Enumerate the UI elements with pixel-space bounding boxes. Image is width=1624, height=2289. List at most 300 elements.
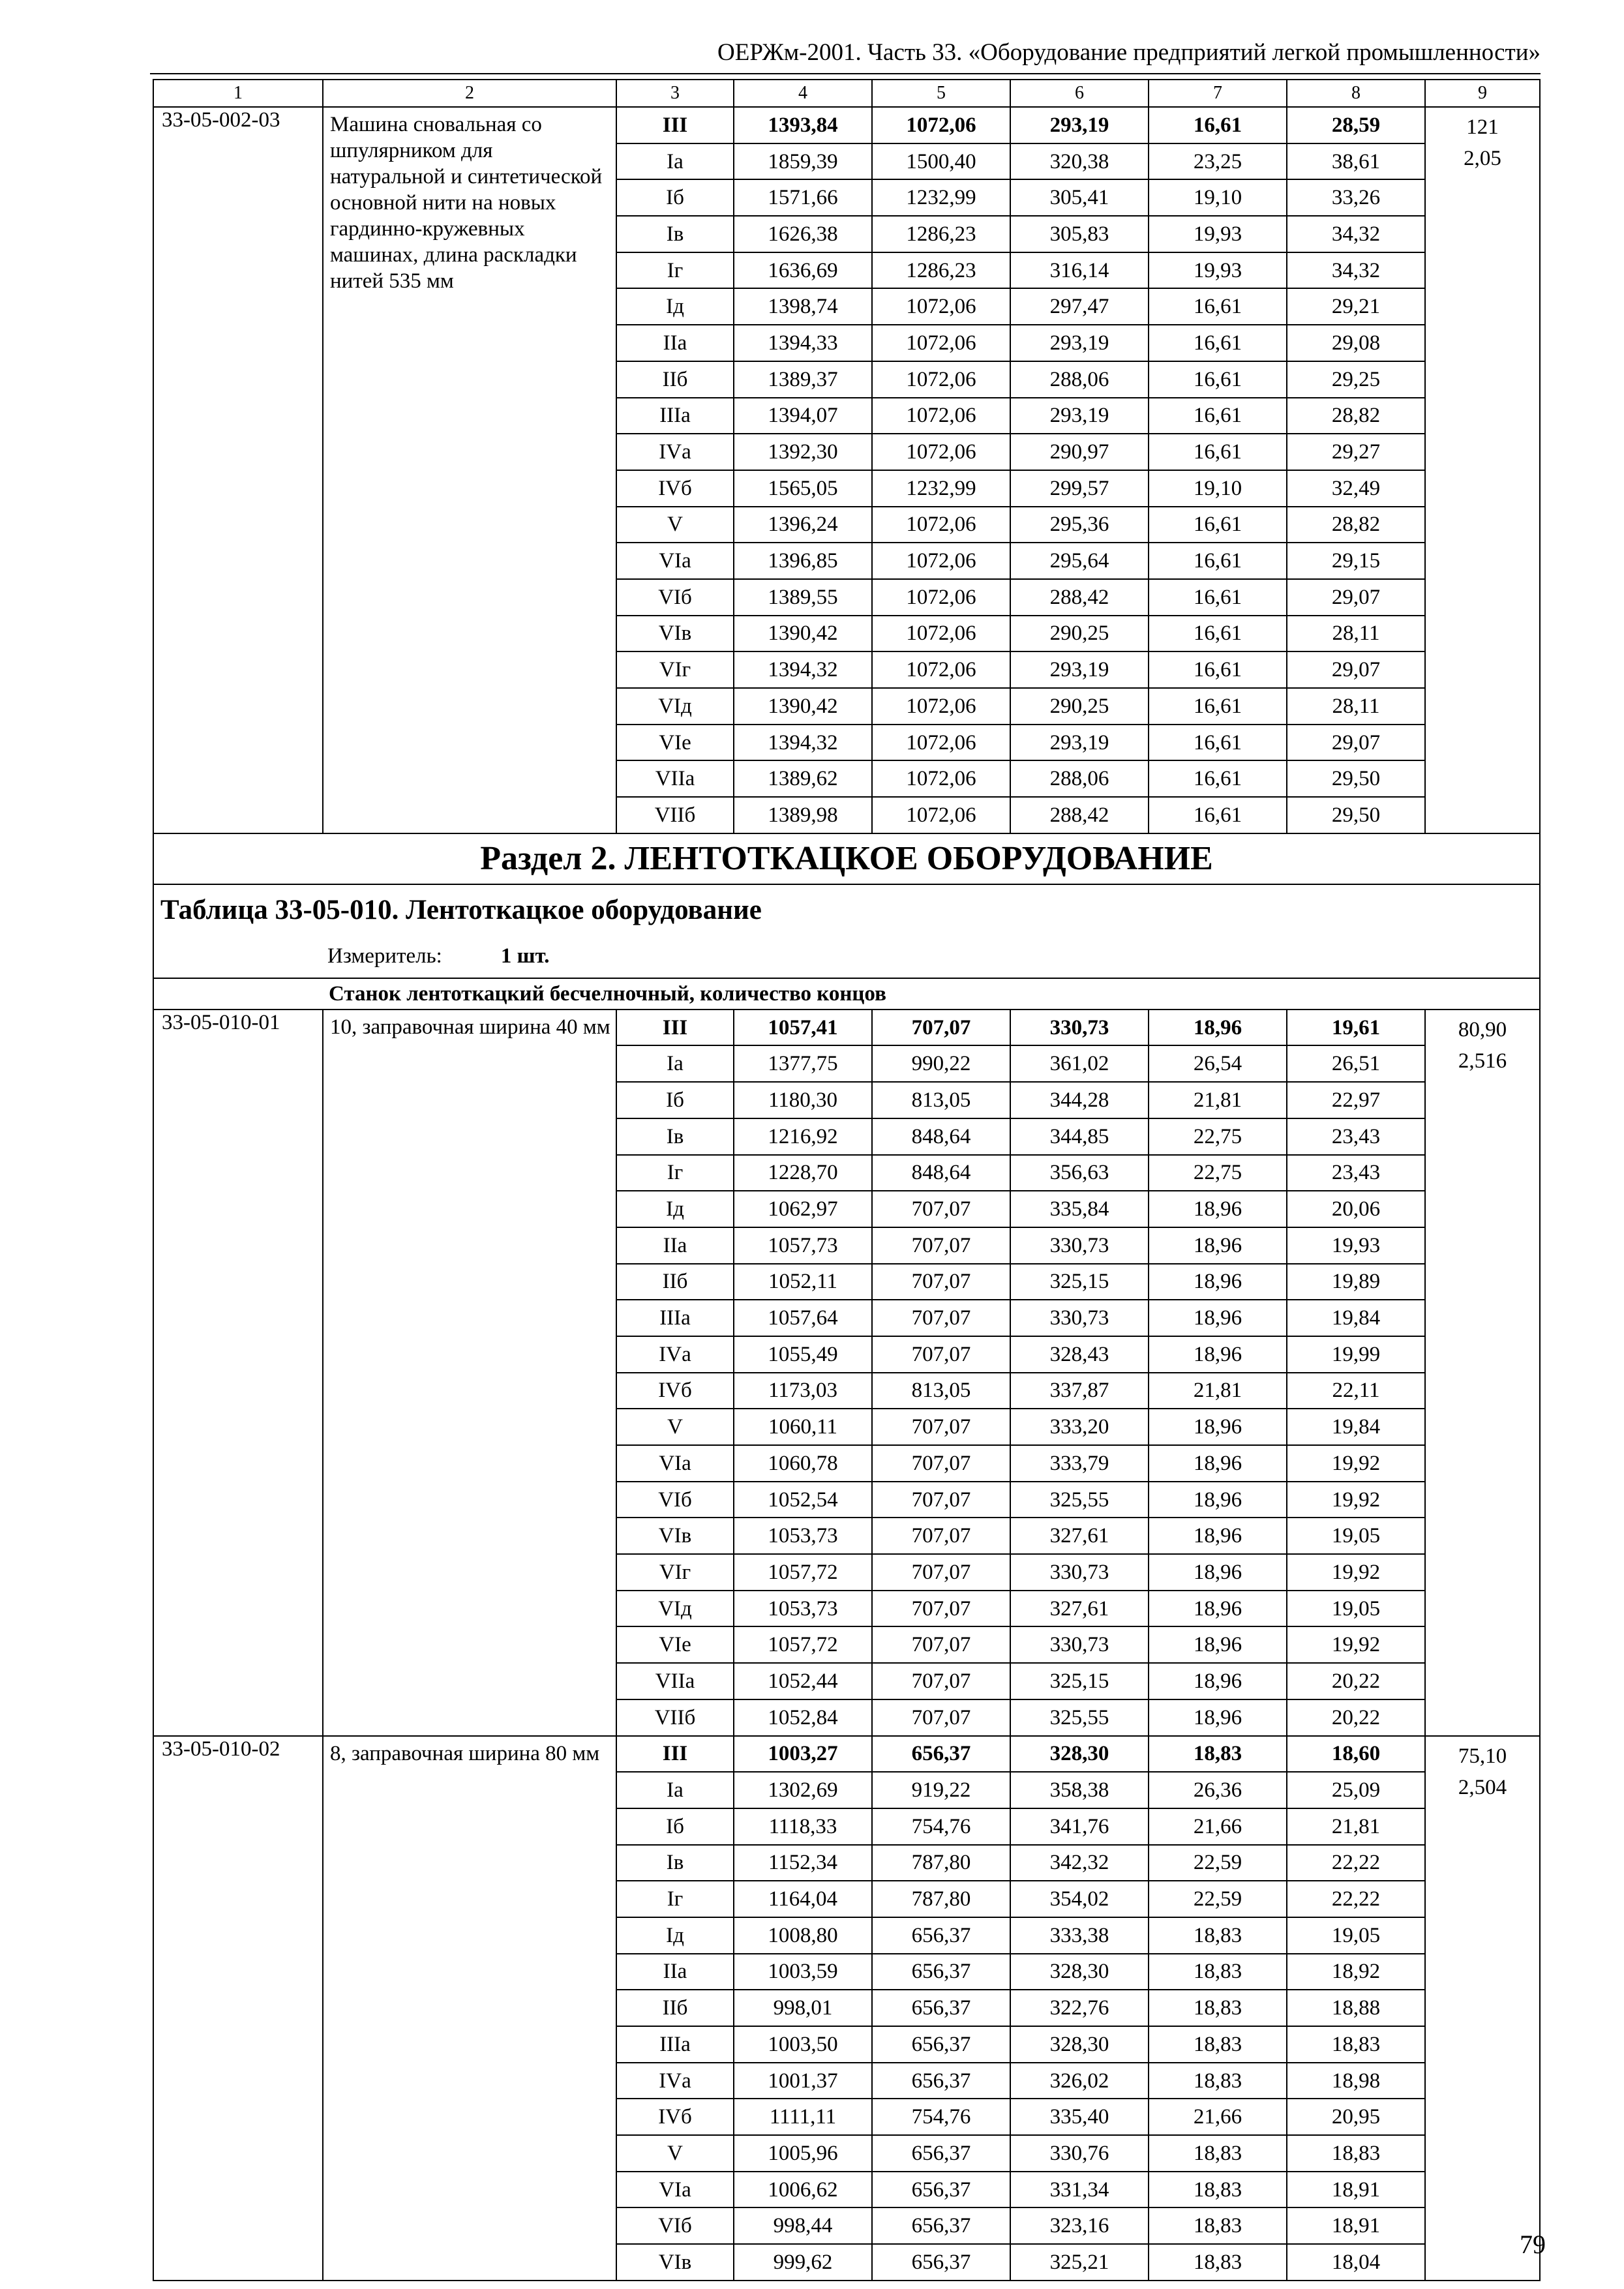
zone-cell: IVа — [616, 1336, 734, 1373]
value-cell: 21,81 — [1287, 1808, 1425, 1845]
col9-value: 2,05 — [1464, 147, 1501, 170]
value-cell: 19,92 — [1287, 1482, 1425, 1518]
value-cell: 29,25 — [1287, 361, 1425, 398]
value-cell: 1072,06 — [872, 361, 1010, 398]
value-cell: 333,79 — [1010, 1445, 1149, 1482]
col9-value: 80,90 — [1458, 1017, 1507, 1041]
value-cell: 1057,41 — [734, 1010, 872, 1046]
value-cell: 26,36 — [1149, 1772, 1287, 1808]
value-cell: 28,11 — [1287, 616, 1425, 652]
zone-cell: Iа — [616, 1045, 734, 1082]
value-cell: 18,83 — [1149, 2207, 1287, 2244]
value-cell: 1053,73 — [734, 1518, 872, 1554]
value-cell: 327,61 — [1010, 1518, 1149, 1554]
value-cell: 707,07 — [872, 1227, 1010, 1264]
value-cell: 813,05 — [872, 1373, 1010, 1409]
value-cell: 1052,44 — [734, 1663, 872, 1699]
value-cell: 18,83 — [1149, 2026, 1287, 2063]
value-cell: 18,96 — [1149, 1264, 1287, 1300]
value-cell: 1286,23 — [872, 252, 1010, 289]
value-cell: 656,37 — [872, 2207, 1010, 2244]
value-cell: 330,73 — [1010, 1010, 1149, 1046]
value-cell: 707,07 — [872, 1336, 1010, 1373]
value-cell: 656,37 — [872, 1990, 1010, 2026]
value-cell: 330,73 — [1010, 1626, 1149, 1663]
value-cell: 327,61 — [1010, 1591, 1149, 1627]
value-cell: 22,22 — [1287, 1881, 1425, 1917]
row-code: 33-05-002-03 — [153, 107, 323, 833]
value-cell: 1072,06 — [872, 651, 1010, 688]
value-cell: 1072,06 — [872, 688, 1010, 725]
value-cell: 656,37 — [872, 1736, 1010, 1773]
value-cell: 16,61 — [1149, 543, 1287, 579]
value-cell: 18,96 — [1149, 1554, 1287, 1591]
value-cell: 320,38 — [1010, 143, 1149, 180]
value-cell: 1394,07 — [734, 398, 872, 434]
value-cell: 1118,33 — [734, 1808, 872, 1845]
zone-cell: Iд — [616, 1917, 734, 1954]
value-cell: 1072,06 — [872, 507, 1010, 543]
value-cell: 330,73 — [1010, 1227, 1149, 1264]
value-cell: 18,98 — [1287, 2063, 1425, 2099]
value-cell: 331,34 — [1010, 2172, 1149, 2208]
zone-cell: VIIа — [616, 760, 734, 797]
value-cell: 29,07 — [1287, 725, 1425, 761]
value-cell: 295,64 — [1010, 543, 1149, 579]
column-number-cell: 8 — [1287, 80, 1425, 107]
zone-cell: VIб — [616, 2207, 734, 2244]
value-cell: 1008,80 — [734, 1917, 872, 1954]
zone-cell: V — [616, 2135, 734, 2172]
value-cell: 323,16 — [1010, 2207, 1149, 2244]
value-cell: 325,55 — [1010, 1699, 1149, 1736]
zone-cell: IIIа — [616, 1300, 734, 1336]
value-cell: 19,92 — [1287, 1445, 1425, 1482]
value-cell: 335,84 — [1010, 1191, 1149, 1227]
value-cell: 29,21 — [1287, 288, 1425, 325]
value-cell: 1228,70 — [734, 1155, 872, 1191]
value-cell: 28,59 — [1287, 107, 1425, 143]
value-cell: 333,38 — [1010, 1917, 1149, 1954]
zone-cell: Iв — [616, 1118, 734, 1155]
value-cell: 22,59 — [1149, 1845, 1287, 1881]
zone-cell: Iв — [616, 1845, 734, 1881]
zone-cell: IIа — [616, 1954, 734, 1990]
zone-cell: VIв — [616, 2244, 734, 2281]
value-cell: 316,14 — [1010, 252, 1149, 289]
value-cell: 707,07 — [872, 1663, 1010, 1699]
value-cell: 656,37 — [872, 1954, 1010, 1990]
row-code: 33-05-010-02 — [153, 1736, 323, 2281]
value-cell: 1396,85 — [734, 543, 872, 579]
value-cell: 18,96 — [1149, 1300, 1287, 1336]
zone-cell: VIв — [616, 616, 734, 652]
value-cell: 337,87 — [1010, 1373, 1149, 1409]
table-row — [153, 1010, 1540, 1046]
value-cell: 344,85 — [1010, 1118, 1149, 1155]
value-cell: 18,96 — [1149, 1191, 1287, 1227]
norms-table — [153, 79, 1541, 2281]
zone-cell: IIб — [616, 361, 734, 398]
zone-cell: III — [616, 1010, 734, 1046]
col9-values — [1425, 1010, 1540, 1736]
zone-cell: Iв — [616, 216, 734, 252]
value-cell: 22,75 — [1149, 1118, 1287, 1155]
value-cell: 18,83 — [1149, 1917, 1287, 1954]
value-cell: 813,05 — [872, 1082, 1010, 1118]
zone-cell: IVб — [616, 1373, 734, 1409]
value-cell: 354,02 — [1010, 1881, 1149, 1917]
value-cell: 1055,49 — [734, 1336, 872, 1373]
value-cell: 25,09 — [1287, 1772, 1425, 1808]
value-cell: 1173,03 — [734, 1373, 872, 1409]
value-cell: 18,83 — [1149, 1954, 1287, 1990]
column-number-row — [153, 80, 1540, 107]
value-cell: 1389,37 — [734, 361, 872, 398]
value-cell: 1232,99 — [872, 470, 1010, 507]
value-cell: 18,96 — [1149, 1010, 1287, 1046]
value-cell: 1072,06 — [872, 725, 1010, 761]
value-cell: 656,37 — [872, 1917, 1010, 1954]
value-cell: 23,43 — [1287, 1118, 1425, 1155]
zone-cell: Iд — [616, 1191, 734, 1227]
value-cell: 1057,72 — [734, 1626, 872, 1663]
value-cell: 322,76 — [1010, 1990, 1149, 2026]
zone-cell: Iд — [616, 288, 734, 325]
value-cell: 707,07 — [872, 1010, 1010, 1046]
table-row — [153, 1736, 1540, 1773]
zone-cell: Iг — [616, 1881, 734, 1917]
value-cell: 326,02 — [1010, 2063, 1149, 2099]
row-description: 8, заправочная ширина 80 мм — [323, 1736, 616, 2281]
value-cell: 22,97 — [1287, 1082, 1425, 1118]
value-cell: 990,22 — [872, 1045, 1010, 1082]
header-rule — [150, 73, 1541, 74]
zone-cell: V — [616, 507, 734, 543]
value-cell: 16,61 — [1149, 797, 1287, 833]
value-cell: 16,61 — [1149, 725, 1287, 761]
subheading-row — [153, 978, 1540, 1010]
value-cell: 1072,06 — [872, 616, 1010, 652]
value-cell: 1003,50 — [734, 2026, 872, 2063]
value-cell: 18,83 — [1149, 1990, 1287, 2026]
value-cell: 1072,06 — [872, 760, 1010, 797]
table-title-row — [153, 884, 1540, 978]
value-cell: 656,37 — [872, 2063, 1010, 2099]
value-cell: 18,83 — [1149, 2063, 1287, 2099]
value-cell: 26,51 — [1287, 1045, 1425, 1082]
row-description: Машина сновальная со шпулярником для натуральной и синтетической основной нити на новых гардинно-кружевных машинах, длина раскладки нитей 535 мм — [323, 107, 616, 833]
value-cell: 1393,84 — [734, 107, 872, 143]
measure-line — [160, 940, 1533, 972]
zone-cell: IIа — [616, 325, 734, 361]
page-number: 79 — [1520, 2230, 1546, 2259]
value-cell: 1072,06 — [872, 434, 1010, 470]
zone-cell: Iб — [616, 179, 734, 216]
section-row — [153, 833, 1540, 884]
value-cell: 18,83 — [1149, 2244, 1287, 2281]
value-cell: 18,88 — [1287, 1990, 1425, 2026]
value-cell: 325,55 — [1010, 1482, 1149, 1518]
col9-values — [1425, 107, 1540, 833]
value-cell: 16,61 — [1149, 507, 1287, 543]
column-number-cell: 4 — [734, 80, 872, 107]
value-cell: 342,32 — [1010, 1845, 1149, 1881]
value-cell: 16,61 — [1149, 579, 1287, 616]
value-cell: 1396,24 — [734, 507, 872, 543]
value-cell: 19,92 — [1287, 1626, 1425, 1663]
value-cell: 18,96 — [1149, 1699, 1287, 1736]
value-cell: 23,25 — [1149, 143, 1287, 180]
zone-cell: IVб — [616, 2099, 734, 2135]
value-cell: 1072,06 — [872, 543, 1010, 579]
col9-value: 75,10 — [1458, 1744, 1507, 1768]
zone-cell: III — [616, 107, 734, 143]
table-title: Таблица 33-05-010. Лентоткацкое оборудование — [160, 894, 762, 925]
value-cell: 20,95 — [1287, 2099, 1425, 2135]
value-cell: 1152,34 — [734, 1845, 872, 1881]
value-cell: 19,93 — [1149, 216, 1287, 252]
value-cell: 29,50 — [1287, 797, 1425, 833]
value-cell: 1057,64 — [734, 1300, 872, 1336]
value-cell: 293,19 — [1010, 325, 1149, 361]
value-cell: 998,44 — [734, 2207, 872, 2244]
value-cell: 328,30 — [1010, 1954, 1149, 1990]
value-cell: 19,89 — [1287, 1264, 1425, 1300]
value-cell: 1072,06 — [872, 579, 1010, 616]
value-cell: 1060,11 — [734, 1409, 872, 1445]
value-cell: 16,61 — [1149, 288, 1287, 325]
value-cell: 656,37 — [872, 2135, 1010, 2172]
value-cell: 998,01 — [734, 1990, 872, 2026]
value-cell: 1072,06 — [872, 325, 1010, 361]
value-cell: 16,61 — [1149, 107, 1287, 143]
value-cell: 19,92 — [1287, 1554, 1425, 1591]
value-cell: 16,61 — [1149, 760, 1287, 797]
zone-cell: VIа — [616, 2172, 734, 2208]
value-cell: 1389,55 — [734, 579, 872, 616]
value-cell: 16,61 — [1149, 616, 1287, 652]
value-cell: 1001,37 — [734, 2063, 872, 2099]
value-cell: 1111,11 — [734, 2099, 872, 2135]
row-code: 33-05-010-01 — [153, 1010, 323, 1736]
value-cell: 29,50 — [1287, 760, 1425, 797]
zone-cell: VIг — [616, 1554, 734, 1591]
value-cell: 20,22 — [1287, 1663, 1425, 1699]
value-cell: 18,92 — [1287, 1954, 1425, 1990]
value-cell: 305,83 — [1010, 216, 1149, 252]
value-cell: 1500,40 — [872, 143, 1010, 180]
value-cell: 707,07 — [872, 1300, 1010, 1336]
value-cell: 18,96 — [1149, 1482, 1287, 1518]
zone-cell: VIе — [616, 725, 734, 761]
value-cell: 28,11 — [1287, 688, 1425, 725]
value-cell: 18,96 — [1149, 1336, 1287, 1373]
value-cell: 21,81 — [1149, 1373, 1287, 1409]
value-cell: 1052,54 — [734, 1482, 872, 1518]
value-cell: 16,61 — [1149, 688, 1287, 725]
value-cell: 1390,42 — [734, 688, 872, 725]
zone-cell: IIа — [616, 1227, 734, 1264]
value-cell: 20,22 — [1287, 1699, 1425, 1736]
value-cell: 290,97 — [1010, 434, 1149, 470]
value-cell: 919,22 — [872, 1772, 1010, 1808]
zone-cell: Iг — [616, 252, 734, 289]
value-cell: 328,30 — [1010, 2026, 1149, 2063]
zone-cell: VIа — [616, 543, 734, 579]
value-cell: 18,96 — [1149, 1445, 1287, 1482]
value-cell: 656,37 — [872, 2244, 1010, 2281]
value-cell: 299,57 — [1010, 470, 1149, 507]
value-cell: 288,42 — [1010, 579, 1149, 616]
col9-values — [1425, 1736, 1540, 2281]
value-cell: 754,76 — [872, 2099, 1010, 2135]
value-cell: 29,15 — [1287, 543, 1425, 579]
value-cell: 18,96 — [1149, 1227, 1287, 1264]
page-header: ОЕРЖм-2001. Часть 33. «Оборудование предприятий легкой промышленности» — [717, 39, 1541, 66]
value-cell: 325,15 — [1010, 1264, 1149, 1300]
value-cell: 19,93 — [1287, 1227, 1425, 1264]
value-cell: 20,06 — [1287, 1191, 1425, 1227]
value-cell: 1394,33 — [734, 325, 872, 361]
value-cell: 330,73 — [1010, 1554, 1149, 1591]
value-cell: 293,19 — [1010, 725, 1149, 761]
table-title-cell — [153, 884, 1540, 978]
value-cell: 1232,99 — [872, 179, 1010, 216]
value-cell: 293,19 — [1010, 398, 1149, 434]
value-cell: 1057,72 — [734, 1554, 872, 1591]
value-cell: 38,61 — [1287, 143, 1425, 180]
value-cell: 18,96 — [1149, 1518, 1287, 1554]
value-cell: 1072,06 — [872, 398, 1010, 434]
value-cell: 288,06 — [1010, 760, 1149, 797]
value-cell: 29,07 — [1287, 651, 1425, 688]
value-cell: 19,05 — [1287, 1518, 1425, 1554]
value-cell: 1057,73 — [734, 1227, 872, 1264]
value-cell: 1164,04 — [734, 1881, 872, 1917]
value-cell: 1636,69 — [734, 252, 872, 289]
value-cell: 707,07 — [872, 1409, 1010, 1445]
value-cell: 1072,06 — [872, 797, 1010, 833]
value-cell: 18,96 — [1149, 1663, 1287, 1699]
value-cell: 1052,84 — [734, 1699, 872, 1736]
value-cell: 18,96 — [1149, 1409, 1287, 1445]
value-cell: 34,32 — [1287, 252, 1425, 289]
column-number-cell: 6 — [1010, 80, 1149, 107]
value-cell: 16,61 — [1149, 361, 1287, 398]
value-cell: 29,07 — [1287, 579, 1425, 616]
value-cell: 999,62 — [734, 2244, 872, 2281]
value-cell: 330,76 — [1010, 2135, 1149, 2172]
value-cell: 293,19 — [1010, 651, 1149, 688]
value-cell: 1060,78 — [734, 1445, 872, 1482]
value-cell: 333,20 — [1010, 1409, 1149, 1445]
zone-cell: IIб — [616, 1264, 734, 1300]
value-cell: 28,82 — [1287, 398, 1425, 434]
value-cell: 19,61 — [1287, 1010, 1425, 1046]
value-cell: 288,42 — [1010, 797, 1149, 833]
value-cell: 1394,32 — [734, 651, 872, 688]
zone-cell: IIб — [616, 1990, 734, 2026]
value-cell: 18,83 — [1149, 1736, 1287, 1773]
col9-value: 121 — [1466, 115, 1499, 139]
value-cell: 707,07 — [872, 1699, 1010, 1736]
value-cell: 1302,69 — [734, 1772, 872, 1808]
value-cell: 23,43 — [1287, 1155, 1425, 1191]
value-cell: 16,61 — [1149, 651, 1287, 688]
value-cell: 18,60 — [1287, 1736, 1425, 1773]
value-cell: 19,10 — [1149, 179, 1287, 216]
value-cell: 754,76 — [872, 1808, 1010, 1845]
value-cell: 1005,96 — [734, 2135, 872, 2172]
value-cell: 1392,30 — [734, 434, 872, 470]
column-number-cell: 2 — [323, 80, 616, 107]
zone-cell: Iб — [616, 1082, 734, 1118]
value-cell: 305,41 — [1010, 179, 1149, 216]
value-cell: 707,07 — [872, 1518, 1010, 1554]
value-cell: 293,19 — [1010, 107, 1149, 143]
value-cell: 290,25 — [1010, 688, 1149, 725]
value-cell: 19,84 — [1287, 1409, 1425, 1445]
value-cell: 32,49 — [1287, 470, 1425, 507]
value-cell: 361,02 — [1010, 1045, 1149, 1082]
value-cell: 21,81 — [1149, 1082, 1287, 1118]
value-cell: 29,27 — [1287, 434, 1425, 470]
value-cell: 18,83 — [1149, 2135, 1287, 2172]
value-cell: 707,07 — [872, 1626, 1010, 1663]
value-cell: 330,73 — [1010, 1300, 1149, 1336]
zone-cell: Iг — [616, 1155, 734, 1191]
measure-label: Измеритель: — [327, 944, 442, 968]
value-cell: 328,30 — [1010, 1736, 1149, 1773]
value-cell: 325,21 — [1010, 2244, 1149, 2281]
value-cell: 29,08 — [1287, 325, 1425, 361]
value-cell: 1053,73 — [734, 1591, 872, 1627]
value-cell: 707,07 — [872, 1445, 1010, 1482]
value-cell: 18,96 — [1149, 1626, 1287, 1663]
zone-cell: VIв — [616, 1518, 734, 1554]
zone-cell: VIIб — [616, 1699, 734, 1736]
value-cell: 335,40 — [1010, 2099, 1149, 2135]
value-cell: 22,11 — [1287, 1373, 1425, 1409]
column-number-cell: 1 — [153, 80, 323, 107]
value-cell: 18,83 — [1287, 2135, 1425, 2172]
value-cell: 1062,97 — [734, 1191, 872, 1227]
column-number-cell: 5 — [872, 80, 1010, 107]
value-cell: 1072,06 — [872, 288, 1010, 325]
value-cell: 18,83 — [1149, 2172, 1287, 2208]
value-cell: 1394,32 — [734, 725, 872, 761]
value-cell: 848,64 — [872, 1155, 1010, 1191]
value-cell: 21,66 — [1149, 1808, 1287, 1845]
measure-value: 1 шт. — [500, 944, 550, 968]
value-cell: 18,91 — [1287, 2172, 1425, 2208]
value-cell: 707,07 — [872, 1482, 1010, 1518]
value-cell: 1003,59 — [734, 1954, 872, 1990]
value-cell: 19,10 — [1149, 470, 1287, 507]
value-cell: 22,75 — [1149, 1155, 1287, 1191]
value-cell: 848,64 — [872, 1118, 1010, 1155]
zone-cell: VIа — [616, 1445, 734, 1482]
value-cell: 656,37 — [872, 2172, 1010, 2208]
value-cell: 1052,11 — [734, 1264, 872, 1300]
value-cell: 19,99 — [1287, 1336, 1425, 1373]
value-cell: 325,15 — [1010, 1663, 1149, 1699]
value-cell: 356,63 — [1010, 1155, 1149, 1191]
zone-cell: IVб — [616, 470, 734, 507]
zone-cell: VIе — [616, 1626, 734, 1663]
value-cell: 1003,27 — [734, 1736, 872, 1773]
